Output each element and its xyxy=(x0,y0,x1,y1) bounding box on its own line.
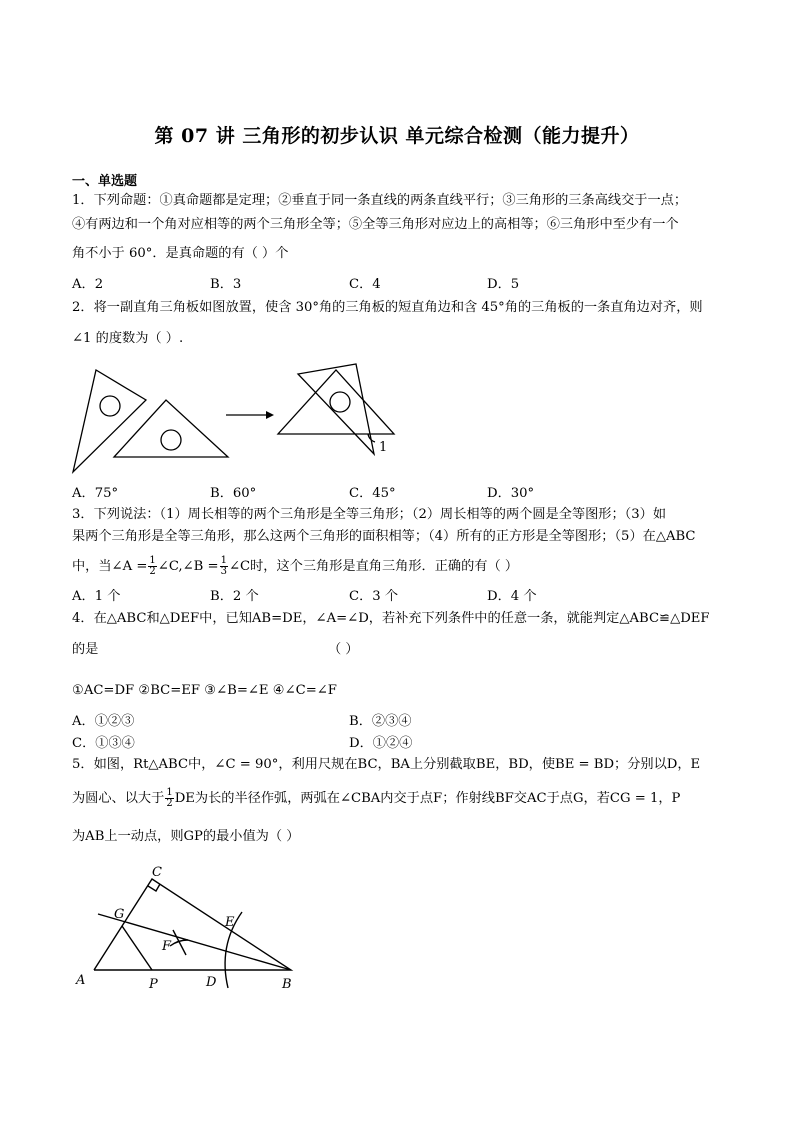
set-square-hole-left xyxy=(100,396,120,416)
q3-text-line2: 果两个三角形是全等三角形，那么这两个三角形的面积相等；（4）所有的正方形是全等图形；（5）在△ABC xyxy=(72,529,696,544)
q3-line3-part-c: ∠C时，这个三角形是直角三角形．正确的有（ ） xyxy=(228,559,519,574)
q3-option-a: A．1 个 xyxy=(72,589,121,604)
q5-text-line2 xyxy=(72,788,680,809)
set-square-hole-45-left xyxy=(161,430,181,450)
q3-fraction-2: $\frac{1}{3}$ xyxy=(220,555,227,577)
triangle-abc xyxy=(94,879,291,970)
set-square-45-right xyxy=(278,370,394,434)
q2-option-c: C．45° xyxy=(349,486,396,501)
set-square-hole-right xyxy=(330,392,350,412)
q5-fraction: $\frac{1}{2}$ xyxy=(166,787,173,809)
q5-text-line3: 为AB上一动点，则GP的最小值为（ ） xyxy=(72,829,300,844)
label-a: A xyxy=(76,973,86,988)
arrow-right-icon xyxy=(226,411,274,419)
label-e: E xyxy=(225,915,235,930)
q1-option-c: C．4 xyxy=(349,277,381,292)
set-square-30-right xyxy=(298,364,374,454)
q5-geometry-figure xyxy=(70,860,310,995)
q4-option-a: A．①②③ xyxy=(72,714,135,729)
q4-option-c: C．①③④ xyxy=(72,736,135,751)
ray-bg xyxy=(98,914,291,970)
q4-option-b: B．②③④ xyxy=(349,714,412,729)
q3-option-d: D．4 个 xyxy=(487,589,537,604)
q1-text-line3: 角不小于 60°．是真命题的有（ ）个 xyxy=(72,246,289,261)
right-angle-mark xyxy=(148,884,160,891)
set-square-45-left xyxy=(114,400,228,457)
q2-text-line2: ∠1 的度数为（ ）. xyxy=(72,331,184,346)
q3-text-line1: 3．下列说法：（1）周长相等的两个三角形是全等三角形；（2）周长相等的两个圆是全等图形；（3）如 xyxy=(72,507,667,522)
q5-line2-part-a: 为圆心、以大于 xyxy=(72,791,165,806)
q2-triangle-figure xyxy=(66,362,406,477)
angle-1-arc xyxy=(368,434,375,442)
q3-option-b: B．2 个 xyxy=(210,589,259,604)
label-f: F xyxy=(162,939,172,954)
label-d: D xyxy=(206,975,217,990)
q1-option-a: A．2 xyxy=(72,277,104,292)
q1-option-b: B．3 xyxy=(210,277,242,292)
q3-line3-part-b: ∠C,∠B = xyxy=(157,559,219,574)
angle-1-label: 1 xyxy=(379,440,388,455)
q1-text-line2: ④有两边和一个角对应相等的两个三角形全等；⑤全等三角形对应边上的高相等；⑥三角形中至少有一个 xyxy=(72,217,679,232)
q2-option-d: D．30° xyxy=(487,486,535,501)
q4-conditions: ①AC=DF ②BC=EF ③∠B=∠E ④∠C=∠F xyxy=(72,683,337,698)
label-b: B xyxy=(282,977,292,992)
q3-text-line3 xyxy=(72,556,518,577)
q4-option-d: D．①②④ xyxy=(349,736,413,751)
q1-option-d: D．5 xyxy=(487,277,520,292)
q4-text-line1: 4．在△ABC和△DEF中，已知AB=DE，∠A=∠D，若补充下列条件中的任意一条，就能判定△ABC≌△DEF xyxy=(72,611,710,626)
q3-line3-part-a: 中，当∠A = xyxy=(72,559,148,574)
label-c: C xyxy=(152,865,162,880)
q2-option-b: B．60° xyxy=(210,486,257,501)
q4-answer-paren: （ ） xyxy=(328,642,359,657)
q5-text-line1: 5．如图，Rt△ABC中，∠C = 90°，利用尺规在BC，BA上分别截取BE，BD，使BE = BD；分别以D，E xyxy=(72,757,701,772)
q1-text-line1: 1．下列命题：①真命题都是定理；②垂直于同一条直线的两条直线平行；③三角形的三条高线交于一点； xyxy=(72,193,688,208)
label-p: P xyxy=(149,977,158,992)
section-heading: 一、单选题 xyxy=(72,174,138,189)
q5-line2-part-b: DE为长的半径作弧，两弧在∠CBA内交于点F；作射线BF交AC于点G，若CG = 1，P xyxy=(174,791,681,806)
segment-gp xyxy=(122,926,152,970)
q3-fraction-1: $\frac{1}{2}$ xyxy=(149,555,156,577)
label-g: G xyxy=(114,907,125,922)
q3-option-c: C．3 个 xyxy=(349,589,399,604)
page-title: 第 07 讲 三角形的初步认识 单元综合检测（能力提升） xyxy=(154,125,640,147)
q2-option-a: A．75° xyxy=(72,486,119,501)
q2-text-line1: 2．将一副直角三角板如图放置，使含 30°角的三角板的短直角边和含 45°角的三角板的一条直角边对齐，则 xyxy=(72,300,703,315)
q4-text-line2: 的是 xyxy=(72,642,99,657)
